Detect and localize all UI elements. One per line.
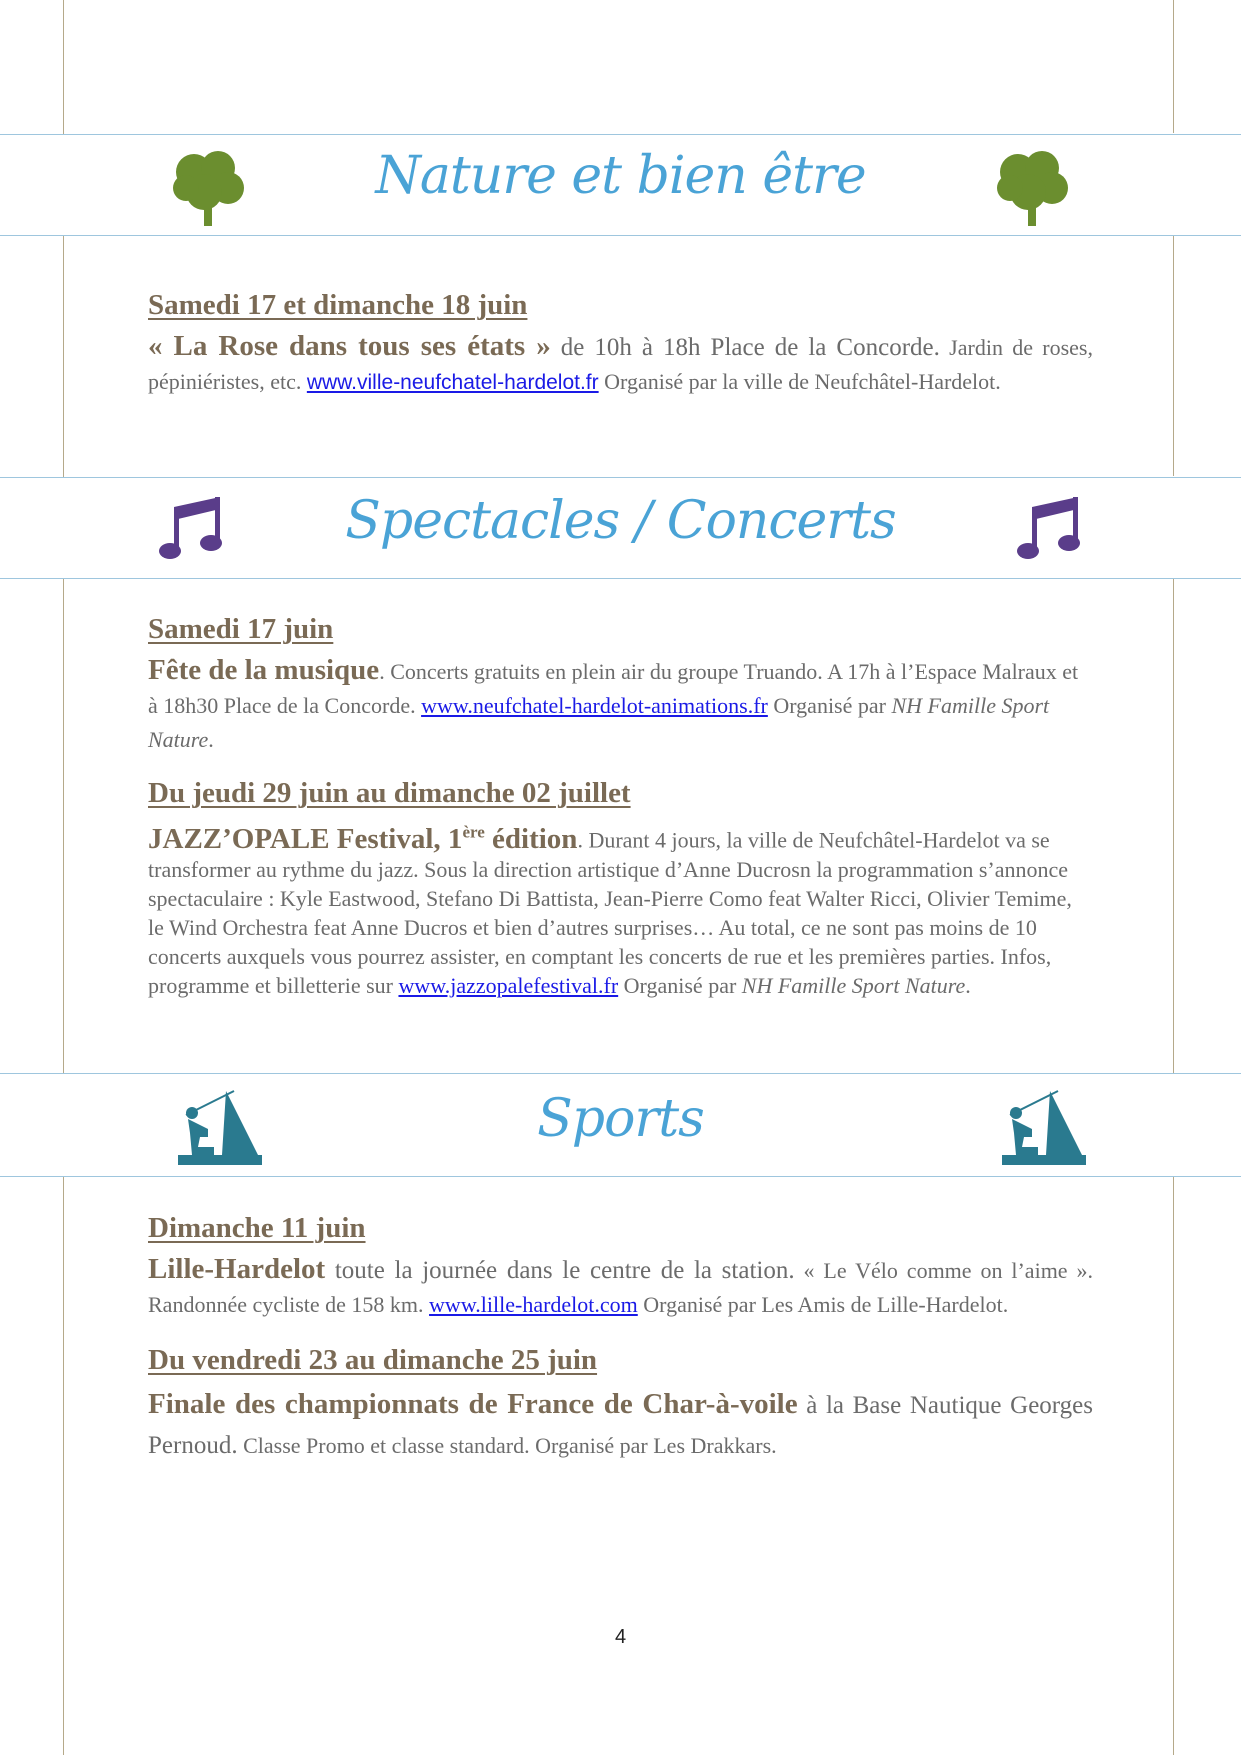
music-note-icon <box>1016 491 1086 563</box>
event-date: Dimanche 11 juin <box>148 1212 366 1244</box>
section-title-sports: Sports <box>537 1089 704 1149</box>
event-date: Samedi 17 juin <box>148 613 334 645</box>
event-title: Finale des championnats de France de Char-à-voile <box>148 1388 798 1420</box>
section-content-nature <box>148 285 1093 400</box>
event-link[interactable]: www.neufchatel-hardelot-animations.fr <box>421 693 768 718</box>
frame-right-border <box>1173 0 1174 133</box>
event-title: « La Rose dans tous ses états » <box>148 330 551 362</box>
section-band-nature <box>0 134 1241 236</box>
event-description: Finale des championnats de France de Char-à-voile à la Base Nautique Georges Pernoud. Classe Promo et classe standard. Organisé par Les Drakkars. <box>148 1388 1093 1459</box>
event-date: Samedi 17 et dimanche 18 juin <box>148 289 528 321</box>
event-title: Lille-Hardelot <box>148 1253 326 1285</box>
frame-right-border <box>1173 1176 1174 1755</box>
event-description: JAZZ’OPALE Festival, 1ère édition. Durant 4 jours, la ville de Neufchâtel-Hardelot va se transformer au rythme du jazz. Sous la direction artistique d’Anne Ducrosn la programmation s’annonce spectaculaire : Kyle Eastwood, Stefano Di Battista, Jean-Pierre Como feat Walter Ricci, Olivier Temime, le Wind Orchestra feat Anne Ducros et bien d’autres surprises… Au total, ce ne sont pas moins de 10 concerts auxquels vous pourrez assister, en comptant les concerts de rue et les premières parties. Infos, programme et billetterie sur www.jazzopalefestival.fr Organisé par NH Famille Sport Nature. <box>148 822 1072 998</box>
event-description: Lille-Hardelot toute la journée dans le centre de la station. « Le Vélo comme on l’aime ». Randonnée cycliste de 158 km. www.lille-hardelot.com Organisé par Les Amis de Lille-Hardelot. <box>148 1253 1093 1317</box>
section-band-sports <box>0 1073 1241 1177</box>
tree-icon <box>996 148 1074 228</box>
event-link[interactable]: www.jazzopalefestival.fr <box>398 972 619 998</box>
frame-left-border <box>63 0 64 1755</box>
section-content-sports <box>148 1208 1093 1466</box>
event-item <box>148 1208 1093 1322</box>
frame-right-border <box>1173 578 1174 1073</box>
event-date: Du vendredi 23 au dimanche 25 juin <box>148 1344 598 1376</box>
music-note-icon <box>158 491 228 563</box>
event-title: Fête de la musique <box>148 654 380 686</box>
event-title: JAZZ’OPALE Festival, 1ère édition <box>148 822 578 855</box>
frame-right-border <box>1173 236 1174 476</box>
section-title-nature: Nature et bien être <box>375 146 866 206</box>
tree-icon <box>172 148 250 228</box>
event-item <box>148 285 1093 400</box>
section-title-concerts: Spectacles / Concerts <box>345 491 896 551</box>
event-item <box>148 773 1093 1000</box>
event-description: « La Rose dans tous ses états » de 10h à 18h Place de la Concorde. Jardin de roses, pépiniéristes, etc. www.ville-neufchatel-hardelot.fr Organisé par la ville de Neufchâtel-Hardelot. <box>148 330 1093 394</box>
event-description: Fête de la musique. Concerts gratuits en plein air du groupe Truando. A 17h à l’Espace Malraux et à 18h30 Place de la Concorde. www.neufchatel-hardelot-animations.fr Organisé par NH Famille Sport Nature. <box>148 654 1079 752</box>
event-link[interactable]: www.lille-hardelot.com <box>429 1292 638 1317</box>
sailing-icon <box>178 1085 262 1169</box>
event-item <box>148 609 1093 757</box>
page-number: 4 <box>614 1626 627 1648</box>
section-content-concerts <box>148 609 1093 1000</box>
event-item <box>148 1340 1093 1466</box>
event-link[interactable]: www.ville-neufchatel-hardelot.fr <box>306 371 599 394</box>
event-date: Du jeudi 29 juin au dimanche 02 juillet <box>148 777 631 809</box>
section-band-concerts <box>0 477 1241 579</box>
sailing-icon <box>1002 1085 1086 1169</box>
